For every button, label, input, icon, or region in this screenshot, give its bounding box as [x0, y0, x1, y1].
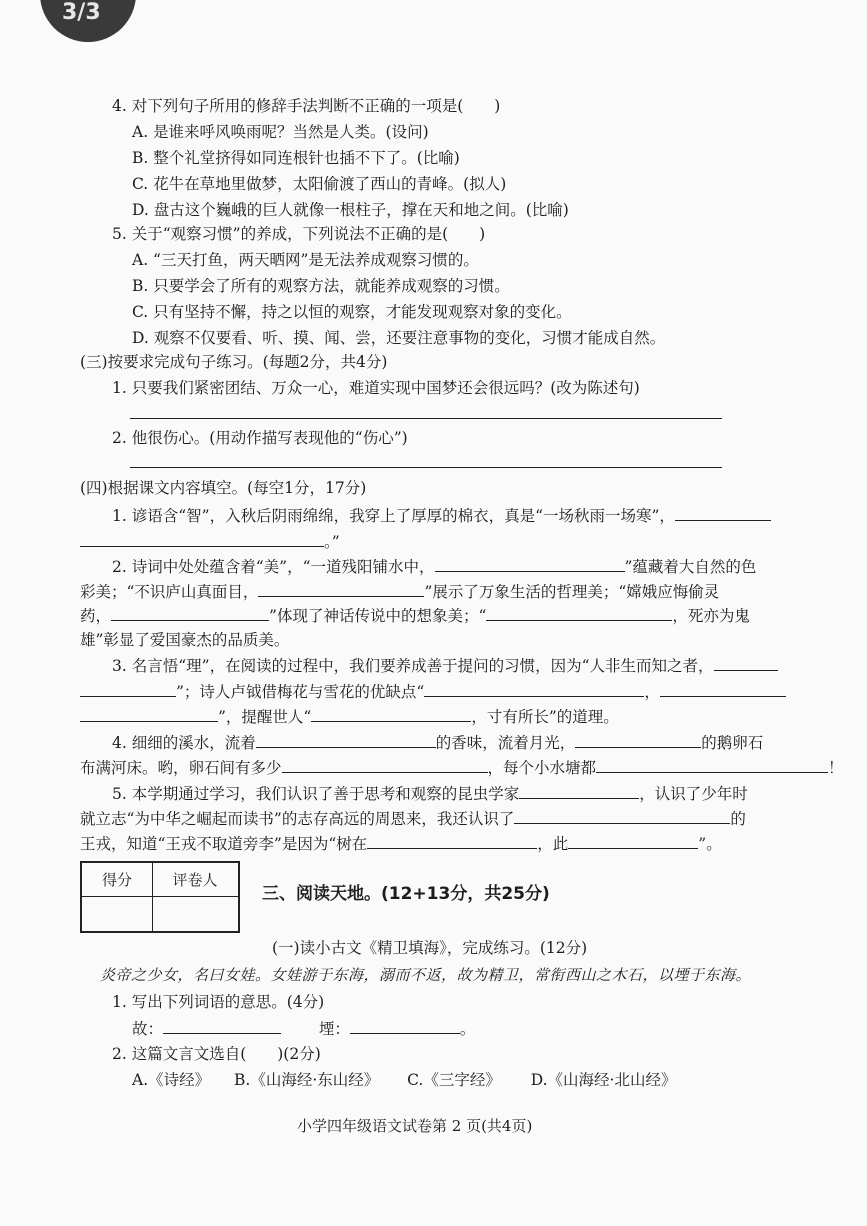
- q4-option-c: C. 花牛在草地里做梦，太阳偷渡了西山的青峰。(拟人): [132, 175, 507, 193]
- q5-option-a: A. “三天打鱼，两天晒网”是无法养成观察习惯的。: [132, 251, 479, 269]
- classical-passage: 炎帝之少女，名曰女娃。女娃游于东海，溺而不返，故为精卫，常衔西山之木石，以堙于东海。: [100, 966, 752, 984]
- fill-blank[interactable]: [80, 532, 324, 547]
- fill-blank[interactable]: [486, 606, 672, 621]
- fill-blank[interactable]: [596, 758, 828, 773]
- part4-q2-line3: 药， ”体现了神话传说中的想象美；“ ，死亦为鬼: [80, 607, 750, 625]
- fill-blank[interactable]: [568, 834, 698, 849]
- grader-header: 评卷人: [152, 863, 238, 897]
- fill-blank[interactable]: [714, 656, 778, 671]
- section3-heading: 三、阅读天地。(12+13分，共25分): [262, 884, 550, 904]
- part4-q5-line2: 就立志“为中华之崛起而读书”的志存高远的周恩来，我还认识了 的: [80, 810, 746, 828]
- fill-blank[interactable]: [514, 809, 730, 824]
- answer-line-2[interactable]: [130, 467, 722, 468]
- fill-blank[interactable]: [282, 758, 488, 773]
- q5-stem: 5. 关于“观察习惯”的养成，下列说法不正确的是( ): [112, 225, 486, 243]
- q4-option-a: A. 是谁来呼风唤雨呢？当然是人类。(设问): [132, 123, 429, 141]
- part4-q3-line3: ”，提醒世人“ ，寸有所长”的道理。: [80, 707, 619, 727]
- part4-q3-line2: ”；诗人卢钺借梅花与雪花的优缺点“ ，: [80, 682, 786, 702]
- part4-q4-line1: 4. 细细的溪水，流着 的香味，流着月光， 的鹅卵石: [112, 734, 764, 752]
- fill-blank[interactable]: [424, 682, 644, 697]
- part4-q2-line4: 雄”彰显了爱国豪杰的品质美。: [80, 631, 290, 649]
- part3-sentence-2: 2. 他很伤心。(用动作描写表现他的“伤心”): [112, 429, 408, 447]
- section3-q1-blanks: 故： 堙： 。: [132, 1020, 476, 1038]
- part4-q1-line2: 。”: [80, 532, 340, 552]
- part4-q3-line1: 3. 名言悟“理”，在阅读的过程中，我们要养成善于提问的习惯，因为“人非生而知之者，: [112, 656, 778, 676]
- fill-blank[interactable]: [367, 834, 537, 849]
- q5-option-d: D. 观察不仅要看、听、摸、闻、尝，还要注意事物的变化，习惯才能成自然。: [132, 329, 666, 347]
- corner-badge: 3/3: [40, 0, 136, 42]
- fill-blank[interactable]: [80, 707, 218, 722]
- section3-q2: 2. 这篇文言文选自( )(2分): [112, 1045, 321, 1063]
- score-table: [80, 861, 240, 933]
- part4-q2-line1: 2. 诗词中处处蕴含着“美”，“一道残阳铺水中， ”蕴藏着大自然的色: [112, 558, 757, 576]
- fill-blank[interactable]: [675, 506, 771, 521]
- fill-blank[interactable]: [660, 682, 786, 697]
- part4-heading: (四)根据课文内容填空。(每空1分，17分): [80, 479, 367, 497]
- fill-blank[interactable]: [311, 707, 471, 722]
- part4-q4-line2: 布满河床。哟，卵石间有多少 ，每个小水塘都 ！: [80, 759, 844, 777]
- answer-line-1[interactable]: [130, 418, 722, 419]
- q5-option-c: C. 只有坚持不懈，持之以恒的观察，才能发现观察对象的变化。: [132, 303, 572, 321]
- fill-blank[interactable]: [519, 784, 639, 799]
- option-a[interactable]: A.《诗经》: [132, 1071, 211, 1089]
- part4-q5-line1: 5. 本学期通过学习，我们认识了善于思考和观察的昆虫学家 ，认识了少年时: [112, 785, 748, 803]
- fill-blank[interactable]: [435, 557, 625, 572]
- option-d[interactable]: D.《山海经·北山经》: [530, 1071, 677, 1089]
- page-footer: 小学四年级语文试卷第 2 页(共4页): [297, 1117, 533, 1135]
- section3-q1: 1. 写出下列词语的意思。(4分): [112, 993, 325, 1011]
- part3-heading: (三)按要求完成句子练习。(每题2分，共4分): [80, 353, 388, 371]
- part3-sentence-1: 1. 只要我们紧密团结、万众一心，难道实现中国梦还会很远吗？(改为陈述句): [112, 379, 640, 397]
- fill-blank-yin[interactable]: [350, 1019, 460, 1034]
- part4-q1-line1: 1. 谚语含“智”，入秋后阴雨绵绵，我穿上了厚厚的棉衣，真是“一场秋雨一场寒”，: [112, 506, 771, 526]
- fill-blank[interactable]: [256, 733, 436, 748]
- option-c[interactable]: C.《三字经》: [407, 1071, 501, 1089]
- q4-stem: 4. 对下列句子所用的修辞手法判断不正确的一项是( ): [112, 97, 501, 115]
- score-cell[interactable]: [82, 898, 151, 931]
- section3-sub1: (一)读小古文《精卫填海》，完成练习。(12分): [272, 939, 588, 957]
- part4-q5-line3: 王戎，知道“王戎不取道旁李”是因为“树在 ，此 ”。: [80, 835, 722, 853]
- grader-cell[interactable]: [153, 898, 238, 931]
- section3-q2-options: [132, 1070, 676, 1090]
- part4-q2-line2: 彩美；“不识庐山真面目， ”展示了万象生活的哲理美；“嫦娥应悔偷灵: [80, 583, 720, 601]
- fill-blank[interactable]: [575, 733, 701, 748]
- fill-blank[interactable]: [111, 606, 269, 621]
- q4-option-b: B. 整个礼堂挤得如同连根针也插不下了。(比喻): [132, 149, 460, 167]
- fill-blank[interactable]: [258, 582, 424, 597]
- option-b[interactable]: B.《山海经·东山经》: [234, 1071, 380, 1089]
- score-header: 得分: [82, 863, 152, 897]
- q4-option-d: D. 盘古这个巍峨的巨人就像一根柱子，撑在天和地之间。(比喻): [132, 201, 569, 219]
- q5-option-b: B. 只要学会了所有的观察方法，就能养成观察的习惯。: [132, 277, 510, 295]
- fill-blank[interactable]: [80, 682, 176, 697]
- fill-blank-gu[interactable]: [163, 1019, 281, 1034]
